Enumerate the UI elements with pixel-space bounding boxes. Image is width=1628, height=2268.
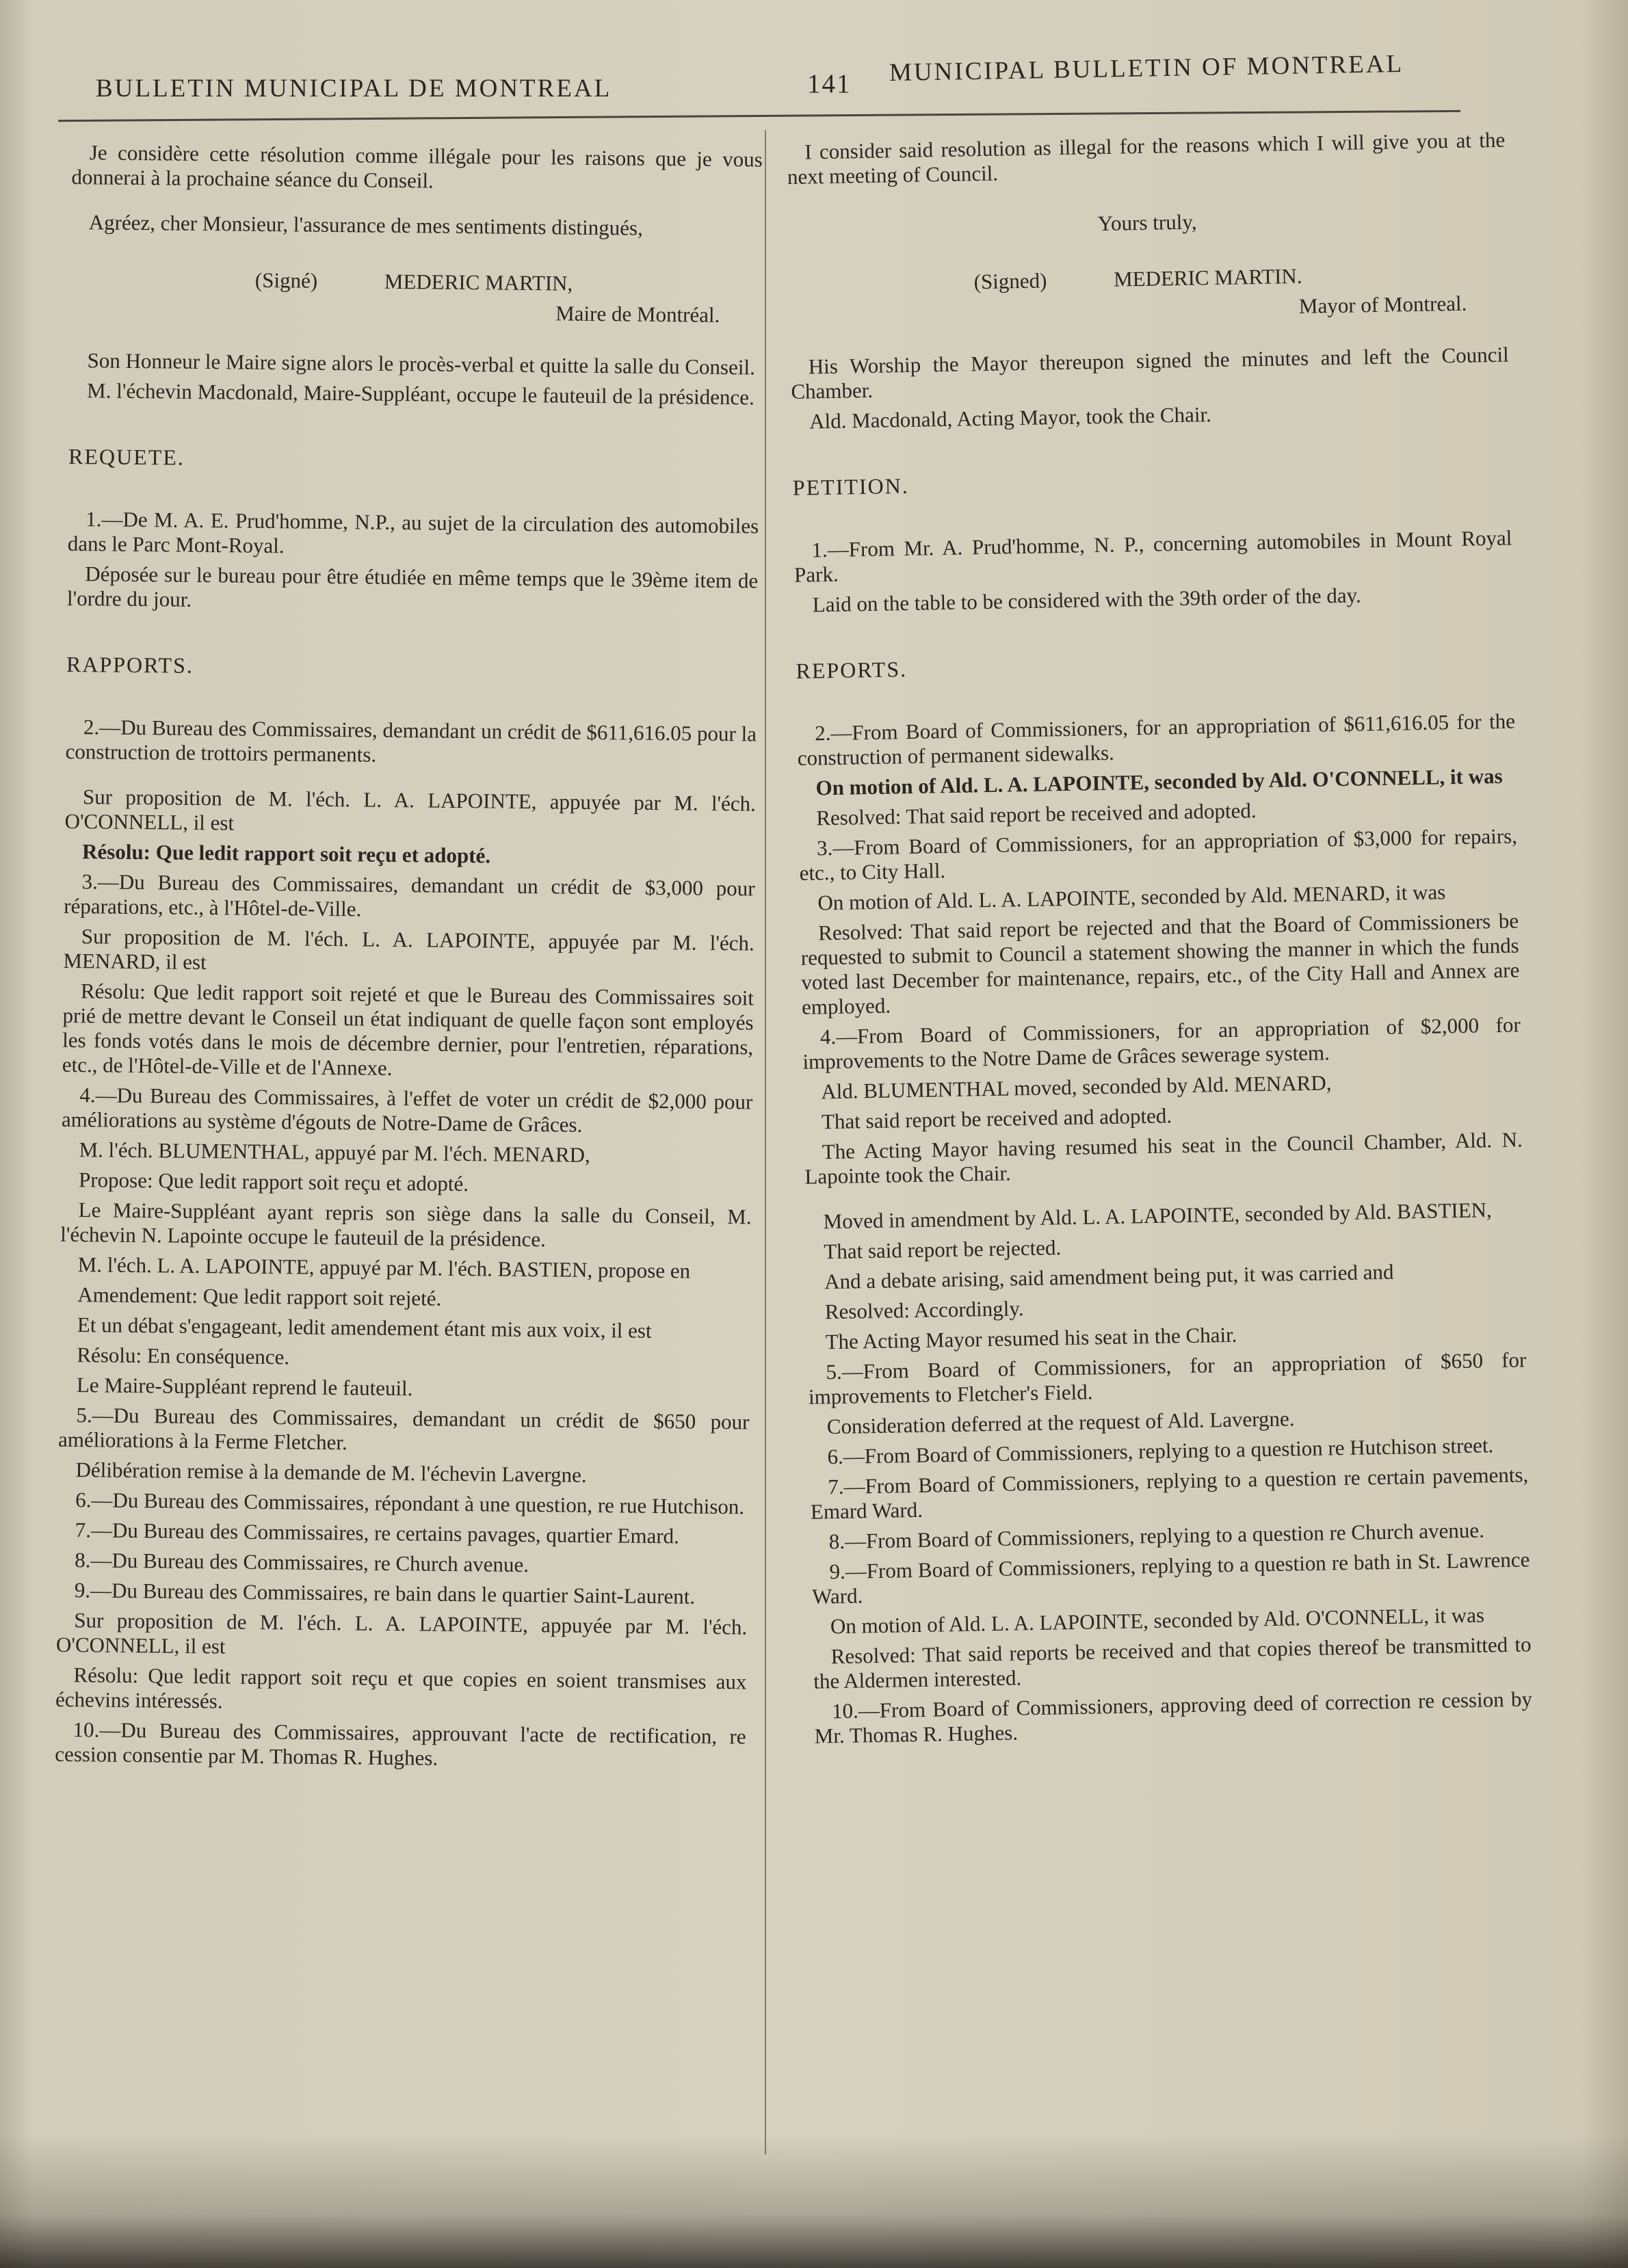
paragraph: 10.—From Board of Commissioners, approving deed of correction re cession by Mr. Thomas R. Hughes. — [814, 1687, 1533, 1748]
paragraph: The Acting Mayor having resumed his seat in the Council Chamber, Ald. N. Lapointe took the Chair. — [804, 1127, 1523, 1189]
paragraph: 1.—From Mr. A. Prud'homme, N. P., concerning automobiles in Mount Royal Park. — [793, 525, 1512, 587]
paragraph: Ald. Macdonald, Acting Mayor, took the Chair. — [809, 402, 1212, 434]
paragraph: Laid on the table to be considered with the 39th order of the day. — [812, 583, 1362, 617]
paragraph: On motion of Ald. L. A. LAPOINTE, seconded by Ald. O'CONNELL, it was — [815, 763, 1503, 800]
paragraph: Le Maire-Suppléant ayant repris son siège dans la salle du Conseil, M. l'échevin N. Lapointe occupe le fauteuil de la présidence. — [60, 1198, 752, 1252]
paragraph: 2.—From Board of Commissioners, for an appropriation of $611,616.05 for the construction of permanent sidewalks. — [797, 709, 1516, 770]
paragraph: Sur proposition de M. l'éch. L. A. LAPOINTE, appuyée par M. l'éch. MENARD, il est — [63, 924, 754, 975]
paragraph: 6.—Du Bureau des Commissaires, répondant à une question, re rue Hutchison. — [75, 1488, 745, 1519]
signature-label: (Signé) — [254, 267, 318, 293]
column-divider — [765, 130, 766, 2154]
french-column — [55, 140, 763, 1772]
paragraph: That said report be rejected. — [824, 1235, 1062, 1264]
paragraph: Résolu: Que ledit rapport soit rejeté et que le Bureau des Commissaires soit prié de mettre devant le Conseil un état indiquant de quelle façon sont employés les fonds votés dans le mois de décembre dernier, pour l'entretien, réparations, etc., de l'Hôtel-de-Ville et de l'Annexe. — [62, 979, 754, 1080]
paragraph: I consider said resolution as illegal for the reasons which I will give you at the next meeting of Council. — [787, 127, 1506, 189]
paragraph: His Worship the Mayor thereupon signed the minutes and left the Council Chamber. — [791, 342, 1509, 404]
paragraph: 4.—Du Bureau des Commissaires, à l'effet de voter un crédit de $2,000 pour améliorations au système d'égouts de Notre-Dame de Grâces. — [61, 1083, 753, 1137]
signature-title: Mayor of Montreal. — [1298, 291, 1467, 318]
paragraph: The Acting Mayor resumed his seat in the Chair. — [825, 1322, 1237, 1354]
paragraph: 7.—From Board of Commissioners, replying to a question re certain pavements, Emard Ward. — [810, 1462, 1529, 1524]
section-heading: PETITION. — [792, 473, 910, 500]
paragraph: Je considère cette résolution comme illégale pour les raisons que je vous donnerai à la prochaine séance du Conseil. — [71, 140, 763, 193]
paragraph: And a debate arising, said amendment being put, it was carried and — [824, 1259, 1394, 1294]
paragraph: 4.—From Board of Commissioners, for an appropriation of $2,000 for improvements to the Notre Dame de Grâces sewerage system. — [802, 1012, 1521, 1074]
paragraph: 2.—Du Bureau des Commissaires, demandant un crédit de $611,616.05 pour la construction de trottoirs permanents. — [65, 715, 757, 767]
page-binding-shadow — [0, 2134, 1628, 2268]
paragraph: Et un débat s'engageant, ledit amendement étant mis aux voix, il est — [77, 1313, 652, 1343]
signature-title: Maire de Montréal. — [555, 301, 720, 327]
paragraph: Consideration deferred at the request of Ald. Lavergne. — [826, 1406, 1295, 1439]
paragraph: Resolved: That said report be rejected and that the Board of Commissioners be requested to submit to Council a statement showing the manner in which the funds voted last December for maintenance, repairs, etc., of the City Hall and Annex are employed. — [800, 908, 1520, 1019]
header-rule — [58, 110, 1460, 122]
paragraph: Resolved: That said reports be received and that copies thereof be transmitted to the Aldermen interested. — [813, 1632, 1532, 1693]
paragraph: Son Honneur le Maire signe alors le procès-verbal et quitte la salle du Conseil. — [87, 348, 755, 380]
paragraph: On motion of Ald. L. A. LAPOINTE, seconded by Ald. O'CONNELL, it was — [830, 1603, 1485, 1639]
paragraph: Ald. BLUMENTHAL moved, seconded by Ald. MENARD, — [820, 1070, 1332, 1104]
paragraph: Le Maire-Suppléant reprend le fauteuil. — [76, 1373, 413, 1401]
section-heading: REPORTS. — [796, 657, 908, 683]
paragraph: 7.—Du Bureau des Commissaires, re certains pavages, quartier Emard. — [75, 1518, 680, 1548]
paragraph: Moved in amendment by Ald. L. A. LAPOINTE, seconded by Ald. BASTIEN, — [823, 1198, 1493, 1234]
signature-label: (Signed) — [973, 268, 1047, 294]
paragraph: Propose: Que ledit rapport soit reçu et adopté. — [78, 1168, 469, 1196]
paragraph: 3.—From Board of Commissioners, for an appropriation of $3,000 for repairs, etc., to City Hall. — [799, 823, 1518, 885]
paragraph: 1.—De M. A. E. Prud'homme, N.P., au sujet de la circulation des automobiles dans le Parc Mont-Royal. — [67, 507, 759, 558]
paragraph: Amendement: Que ledit rapport soit rejeté. — [77, 1282, 442, 1310]
section-heading: RAPPORTS. — [66, 651, 194, 678]
paragraph: 5.—Du Bureau des Commissaires, demandant un crédit de $650 pour améliorations à la Ferme Fletcher. — [57, 1403, 750, 1455]
signature-line — [70, 266, 761, 298]
paragraph: 9.—From Board of Commissioners, replying to a question re bath in St. Lawrence Ward. — [811, 1547, 1530, 1609]
paragraph: Résolu: Que ledit rapport soit reçu et que copies en soient transmises aux échevins intéressés. — [55, 1663, 747, 1713]
page-header — [75, 49, 1484, 109]
paragraph: Resolved: That said report be received and adopted. — [815, 798, 1257, 830]
paragraph: Résolu: Que ledit rapport soit reçu et adopté. — [81, 839, 491, 868]
paragraph: Délibération remise à la demande de M. l'échevin Lavergne. — [75, 1458, 587, 1487]
header-english-title: MUNICIPAL BULLETIN OF MONTREAL — [889, 49, 1404, 87]
paragraph: M. l'éch. L. A. LAPOINTE, appuyé par M. l'éch. BASTIEN, propose en — [77, 1252, 691, 1283]
paragraph: 10.—Du Bureau des Commissaires, approuvant l'acte de rectification, re cession consentie par M. Thomas R. Hughes. — [55, 1717, 746, 1770]
paragraph: 8.—Du Bureau des Commissaires, re Church avenue. — [75, 1548, 529, 1577]
paragraph: 5.—From Board of Commissioners, for an appropriation of $650 for improvements to Fletcher's Field. — [808, 1347, 1527, 1409]
signature-name: MEDERIC MARTIN. — [1113, 263, 1302, 291]
paragraph: 3.—Du Bureau des Commissaires, demandant un crédit de $3,000 pour réparations, etc., à l'Hôtel-de-Ville. — [64, 869, 755, 921]
header-french-title: BULLETIN MUNICIPAL DE MONTREAL — [96, 75, 612, 103]
paragraph: On motion of Ald. L. A. LAPOINTE, seconded by Ald. MENARD, it was — [817, 880, 1446, 915]
paragraph: Agréez, cher Monsieur, l'assurance de mes sentiments distingués, — [88, 210, 644, 240]
section-heading: REQUETE. — [68, 443, 185, 470]
paragraph: 9.—Du Bureau des Commissaires, re bain dans le quartier Saint-Laurent. — [74, 1578, 696, 1609]
closing: Yours truly, — [1097, 209, 1197, 236]
paragraph: M. l'éch. BLUMENTHAL, appuyé par M. l'éch. MENARD, — [79, 1137, 590, 1168]
paragraph: Resolved: Accordingly. — [824, 1296, 1024, 1324]
paragraph: Sur proposition de M. l'éch. L. A. LAPOINTE, appuyée par M. l'éch. O'CONNELL, il est — [55, 1608, 748, 1659]
signature-name: MEDERIC MARTIN, — [384, 269, 573, 295]
paragraph: Sur proposition de M. l'éch. L. A. LAPOINTE, appuyée par M. l'éch. O'CONNELL, il est — [64, 784, 757, 835]
paragraph: 8.—From Board of Commissioners, replying to a question re Church avenue. — [828, 1518, 1485, 1554]
english-column — [787, 127, 1533, 1754]
paragraph: 6.—From Board of Commissioners, replying to a question re Hutchison street. — [827, 1433, 1494, 1469]
page-number: 141 — [807, 69, 852, 98]
paragraph: Déposée sur le bureau pour être étudiée en même temps que le 39ème item de l'ordre du jour. — [66, 562, 759, 611]
paragraph: Résolu: En conséquence. — [77, 1343, 290, 1369]
paragraph: M. l'échevin Macdonald, Maire-Suppléant, occupe le fauteuil de la présidence. — [86, 378, 754, 410]
paragraph: That said report be received and adopted. — [821, 1103, 1172, 1134]
